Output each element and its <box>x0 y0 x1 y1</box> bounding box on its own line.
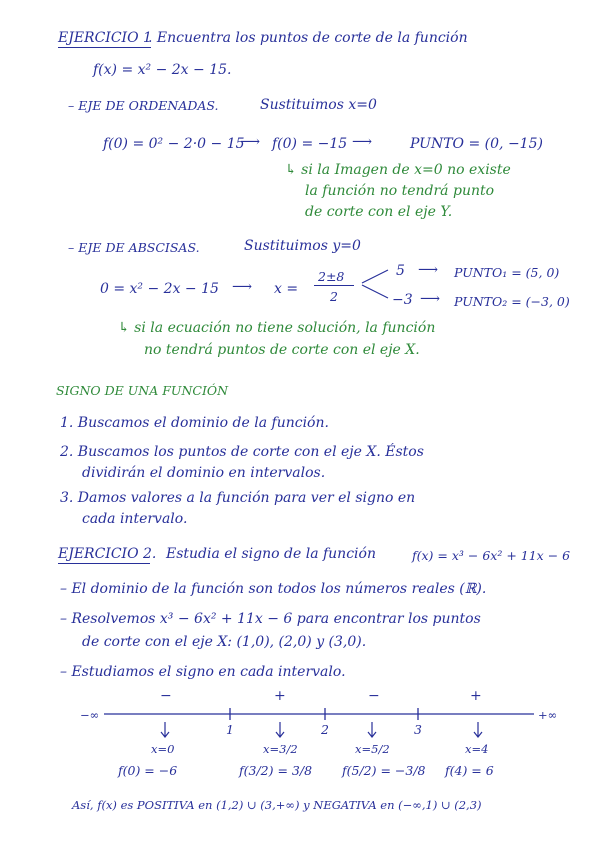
signo-heading: SIGNO DE UNA FUNCIÓN <box>56 383 229 398</box>
numline-test-point: x=4 <box>465 742 489 756</box>
abscisas-frac-den: 2 <box>330 289 338 304</box>
ej2-function: f(x) = x³ − 6x² + 11x − 6 <box>412 548 571 563</box>
numline-sign: − <box>160 688 172 704</box>
ej2-line3: – Estudiamos el signo en cada intervalo. <box>60 664 346 680</box>
arrow-icon: ⟶ <box>240 134 261 150</box>
ej2-statement: Estudia el signo de la función <box>166 546 376 562</box>
ej1-function: f(x) = x² − 2x − 15. <box>93 62 232 78</box>
ej2-line1: – El dominio de la función son todos los números reales (ℝ). <box>60 581 487 597</box>
numline-value: f(5/2) = −3/8 <box>342 763 426 778</box>
abscisas-heading: – EJE DE ABSCISAS. <box>68 240 200 255</box>
ej2-conclusion: Así, f(x) es POSITIVA en (1,2) ∪ (3,+∞) y NEGATIVA en (−∞,1) ∪ (2,3) <box>72 798 482 812</box>
arrow-icon: ⟶ <box>352 134 373 150</box>
ordenadas-note-2: la función no tendrá punto <box>305 183 495 199</box>
numline-test-point: x=3/2 <box>263 742 298 756</box>
signo-step2-line2: dividirán el dominio en intervalos. <box>82 465 326 481</box>
ordenadas-heading: – EJE DE ORDENADAS. <box>68 98 219 113</box>
numline-value: f(4) = 6 <box>445 763 494 778</box>
numline-tick-label: 1 <box>226 722 234 737</box>
ej2-line2a: – Resolvemos x³ − 6x² + 11x − 6 para encontrar los puntos <box>60 611 481 627</box>
abscisas-note-1: ↳ si la ecuación no tiene solución, la función <box>118 320 436 336</box>
abscisas-punto2: PUNTO₂ = (−3, 0) <box>454 294 570 309</box>
numline-tick-label: 2 <box>321 722 329 737</box>
abscisas-calc1: 0 = x² − 2x − 15 <box>100 281 219 297</box>
numline-sign: − <box>368 688 380 704</box>
numline-value: f(0) = −6 <box>118 763 178 778</box>
signo-step2-line1: 2. Buscamos los puntos de corte con el eje X. Éstos <box>60 444 424 460</box>
numline-value: f(3/2) = 3/8 <box>239 763 313 778</box>
numline-plus-inf: +∞ <box>538 708 558 722</box>
ordenadas-note-1: ↳ si la Imagen de x=0 no existe <box>285 162 511 178</box>
numline-sign: + <box>470 688 482 704</box>
ordenadas-calc2: f(0) = −15 <box>272 136 348 152</box>
signo-step1: 1. Buscamos el dominio de la función. <box>60 415 329 431</box>
abscisas-punto1: PUNTO₁ = (5, 0) <box>454 265 560 280</box>
ordenadas-punto: PUNTO = (0, −15) <box>410 136 543 152</box>
abscisas-x-eq: x = <box>274 281 299 297</box>
abscisas-instruction: Sustituimos y=0 <box>244 238 361 254</box>
numline-sign: + <box>274 688 286 704</box>
arrow-icon: ⟶ <box>418 262 439 278</box>
ordenadas-note-3: de corte con el eje Y. <box>305 204 453 220</box>
ej2-heading: EJERCICIO 2. <box>58 546 157 562</box>
ej1-statement: . Encuentra los puntos de corte de la función <box>148 30 468 46</box>
abscisas-note-2: no tendrá puntos de corte con el eje X. <box>144 342 420 358</box>
ej1-heading: EJERCICIO 1 <box>58 30 152 46</box>
ordenadas-calc1: f(0) = 0² − 2·0 − 15 <box>103 136 245 152</box>
arrow-icon: ⟶ <box>232 279 253 295</box>
abscisas-root1: 5 <box>396 263 405 279</box>
ej2-line2b: de corte con el eje X: (1,0), (2,0) y (3,0). <box>82 634 367 650</box>
numline-test-point: x=5/2 <box>355 742 390 756</box>
arrow-icon: ⟶ <box>420 291 441 307</box>
numline-test-point: x=0 <box>151 742 175 756</box>
signo-step3-line2: cada intervalo. <box>82 511 188 527</box>
abscisas-frac-num: 2±8 <box>318 269 345 284</box>
abscisas-root2: −3 <box>392 292 413 308</box>
numline-minus-inf: −∞ <box>80 708 100 722</box>
ordenadas-instruction: Sustituimos x=0 <box>260 97 377 113</box>
signo-step3-line1: 3. Damos valores a la función para ver el signo en <box>60 490 416 506</box>
numline-tick-label: 3 <box>414 722 422 737</box>
